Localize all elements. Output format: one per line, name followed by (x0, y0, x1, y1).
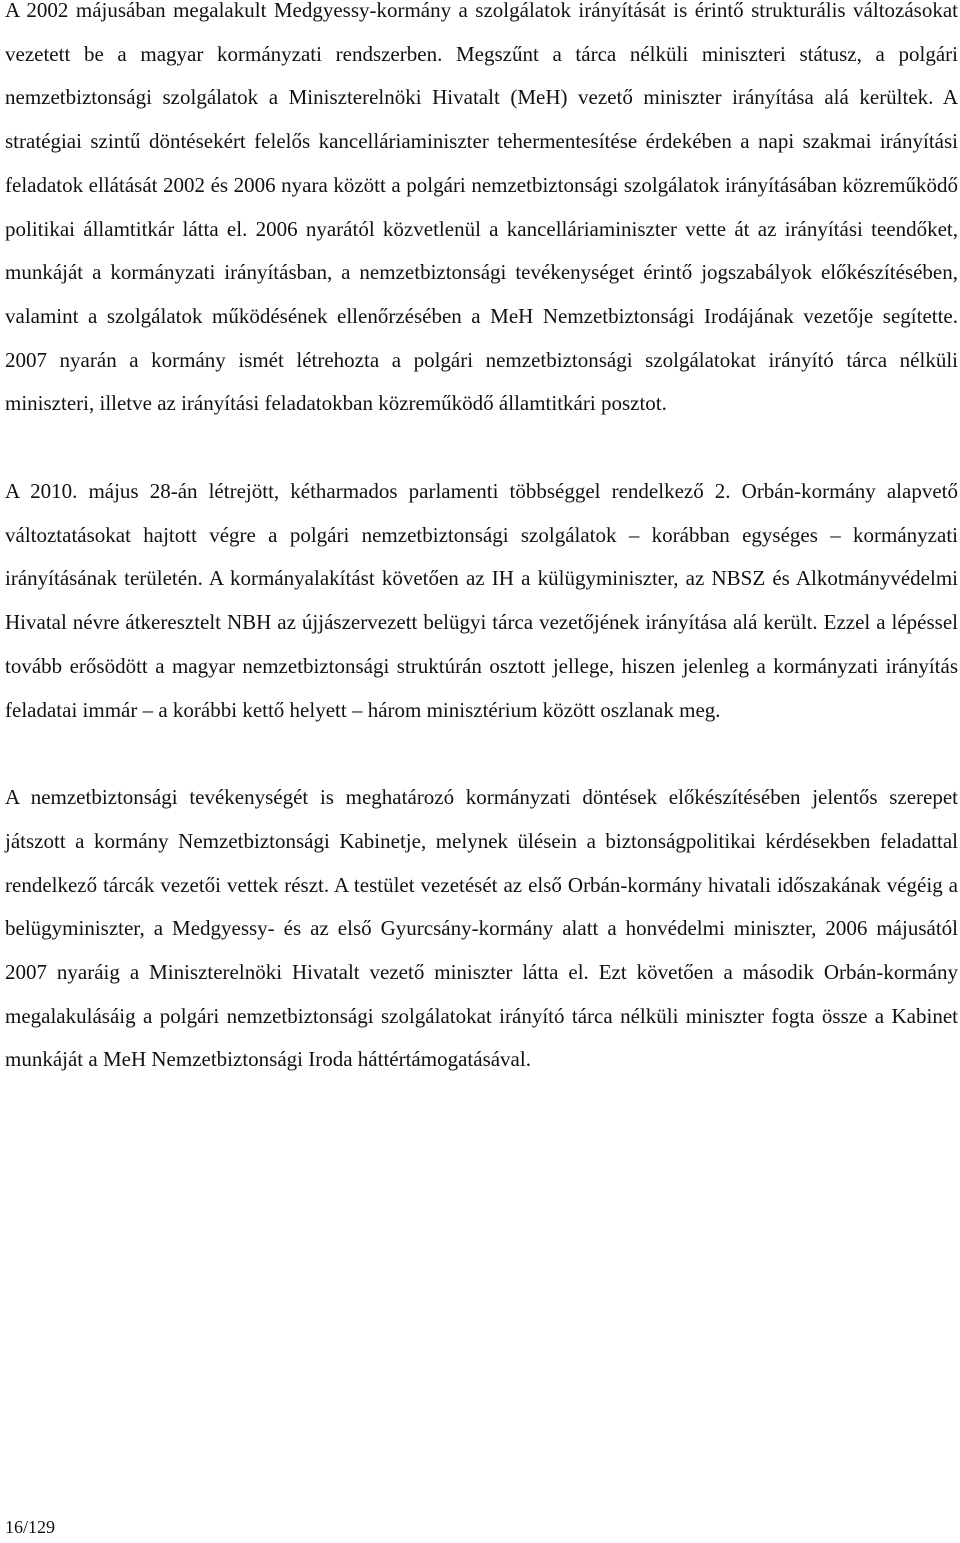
paragraph-medgyessy-government: A 2002 májusában megalakult Medgyessy-kormány a szolgálatok irányítását is érintő strukturális változásokat vezetett be a magyar kormányzati rendszerben. Megszűnt a tárca nélküli miniszteri státusz, a polgári nemzetbiztonsági szolgálatok a Miniszterelnöki Hivatalt (MeH) vezető miniszter irányítása alá kerültek. A stratégiai szintű döntésekért felelős kancelláriaminiszter tehermentesítése érdekében a napi szakmai irányítási feladatok ellátását 2002 és 2006 nyara között a polgári nemzetbiztonsági szolgálatok irányításában közreműködő politikai államtitkár látta el. 2006 nyarától közvetlenül a kancelláriaminiszter vette át az irányítási teendőket, munkáját a kormányzati irányításban, a nemzetbiztonsági tevékenységet érintő jogszabályok előkészítésében, valamint a szolgálatok működésének ellenőrzésében a MeH Nemzetbiztonsági Irodájának vezetője segítette. 2007 nyarán a kormány ismét létrehozta a polgári nemzetbiztonsági szolgálatokat irányító tárca nélküli miniszteri, illetve az irányítási feladatokban közreműködő államtitkári posztot. (5, 0, 958, 416)
paragraph-national-security-cabinet: A nemzetbiztonsági tevékenységét is meghatározó kormányzati döntések előkészítésében jelentős szerepet játszott a kormány Nemzetbiztonsági Kabinetje, melynek ülésein a biztonságpolitikai kérdésekben feladattal rendelkező tárcák vezetői vettek részt. A testület vezetését az első Orbán-kormány hivatali időszakának végéig a belügyminiszter, a Medgyessy- és az első Gyurcsány-kormány alatt a honvédelmi miniszter, 2006 májusától 2007 nyaráig a Miniszterelnöki Hivatalt vezető miniszter látta el. Ezt követően a második Orbán-kormány megalakulásáig a polgári nemzetbiztonsági szolgálatokat irányító tárca nélküli miniszter fogta össze a Kabinet munkáját a MeH Nemzetbiztonsági Iroda háttértámogatásával. (5, 785, 958, 1072)
document-body (5, 0, 958, 1082)
page-number: 16/129 (5, 1517, 56, 1537)
paragraph-orban-government-2010: A 2010. május 28-án létrejött, kétharmados parlamenti többséggel rendelkező 2. Orbán-kormány alapvető változtatásokat hajtott végre a polgári nemzetbiztonsági szolgálatok – korábban egységes – kormányzati irányításának területén. A kormányalakítást követően az IH a külügyminiszter, az NBSZ és Alkotmányvédelmi Hivatal névre átkeresztelt NBH az újjászervezett belügyi tárca vezetőjének irányítása alá került. Ezzel a lépéssel tovább erősödött a magyar nemzetbiztonsági struktúrán osztott jellege, hiszen jelenleg a kormányzati irányítás feladatai immár – a korábbi kettő helyett – három minisztérium között oszlanak meg. (5, 479, 958, 722)
